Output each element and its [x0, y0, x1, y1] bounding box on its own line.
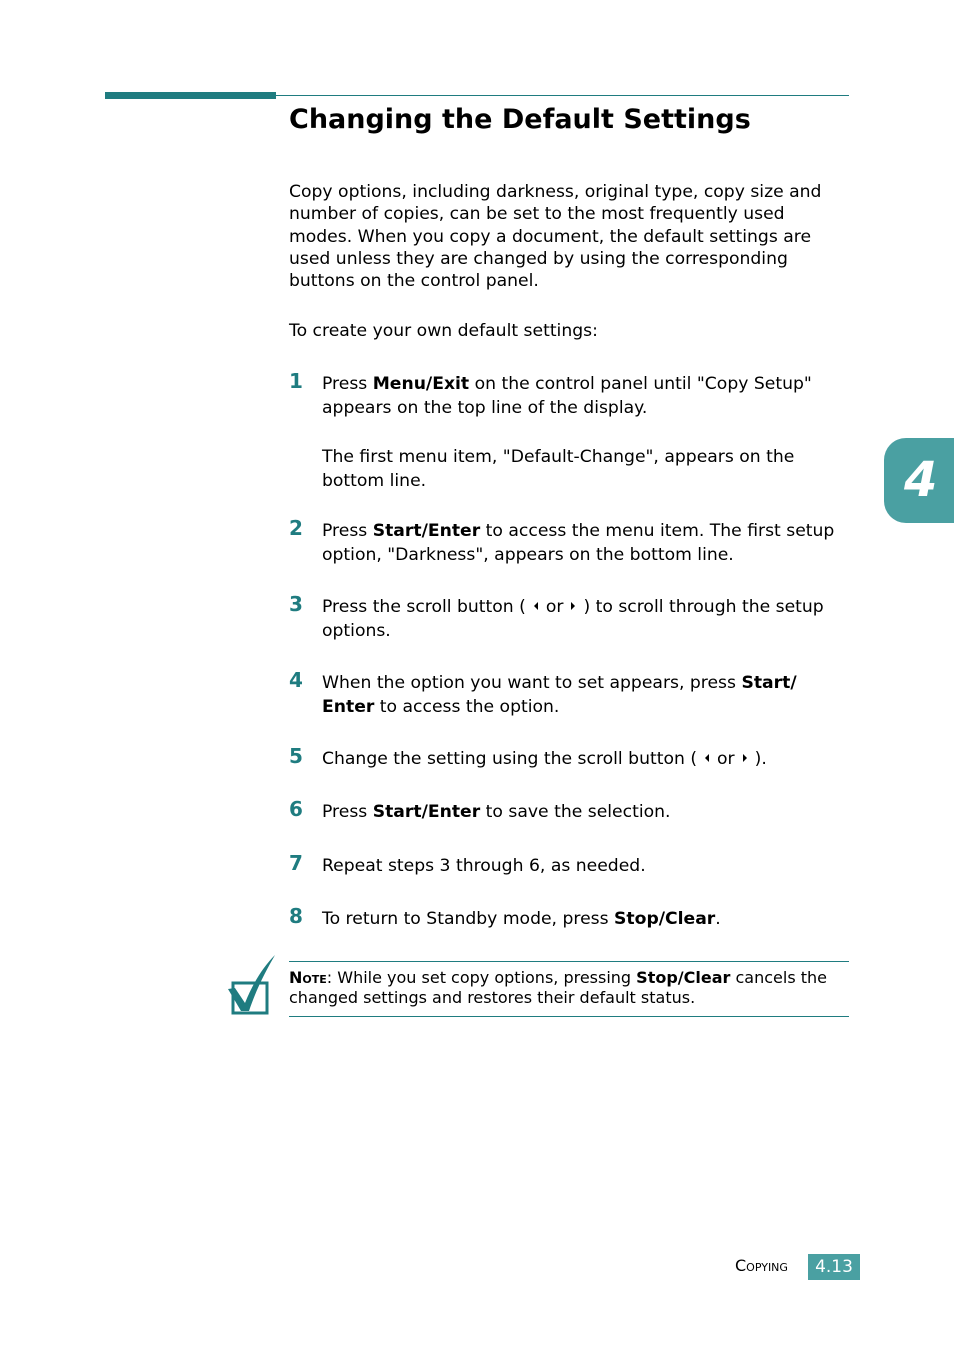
step-number: 3: [289, 592, 303, 616]
step-8: 8 To return to Standby mode, press Stop/Clear.: [289, 904, 721, 929]
step-4: 4 When the option you want to set appears, press Start/ Enter to access the option.: [289, 668, 797, 717]
note-rule-bottom: [289, 1016, 849, 1017]
stop-clear-label: Stop/Clear: [636, 968, 731, 987]
step-5: 5 Change the setting using the scroll button ( or ).: [289, 744, 767, 769]
scroll-right-icon: [743, 754, 747, 762]
step-number: 7: [289, 851, 303, 875]
step-number: 1: [289, 369, 303, 393]
page-title: Changing the Default Settings: [289, 104, 751, 135]
step-number: 5: [289, 744, 303, 768]
step-number: 2: [289, 516, 303, 540]
scroll-left-icon: [705, 754, 709, 762]
step-3: 3 Press the scroll button ( or ) to scroll through the setup options.: [289, 592, 824, 641]
menu-exit-label: Menu/Exit: [372, 374, 470, 394]
header-rule-thick: [105, 92, 276, 99]
start-enter-label: Start/Enter: [372, 802, 481, 822]
step-1: 1 Press Menu/Exit on the control panel until "Copy Setup" appears on the top line of the display. The first menu item, "Default-Change", appears on the bottom line.: [289, 373, 854, 493]
step-6: 6 Press Start/Enter to save the selection.: [289, 797, 671, 822]
start-enter-label: Start/Enter: [372, 521, 481, 541]
stop-clear-label: Stop/Clear: [614, 909, 716, 929]
step-number: 4: [289, 668, 303, 692]
header-rule-thin: [276, 95, 849, 96]
intro-paragraph: Copy options, including darkness, original type, copy size and number of copies, can be set to the most frequently used modes. When you copy a document, the default settings are used unless they are changed by using the corresponding buttons on the control panel.: [289, 182, 822, 292]
step-1-note: The first menu item, "Default-Change", appears on the bottom line.: [322, 447, 795, 491]
footer-page-number: 4.13: [808, 1254, 860, 1280]
step-number: 6: [289, 797, 303, 821]
note-rule-top: [289, 961, 849, 962]
footer-section: Copying: [735, 1256, 788, 1275]
start-enter-label: Start/ Enter: [322, 673, 797, 717]
step-7: 7 Repeat steps 3 through 6, as needed.: [289, 851, 646, 876]
scroll-right-icon: [571, 602, 575, 610]
chapter-tab: [884, 438, 954, 523]
checkmark-note-icon: [225, 953, 277, 1017]
step-2: 2 Press Start/Enter to access the menu item. The first setup option, "Darkness", appears on the bottom line.: [289, 516, 835, 565]
note-label: Note: [289, 968, 327, 987]
lead-paragraph: To create your own default settings:: [289, 321, 598, 341]
scroll-left-icon: [534, 602, 538, 610]
note-text: Note: While you set copy options, pressing Stop/Clear cancels the changed settings and restores their default status.: [289, 968, 827, 1007]
step-number: 8: [289, 904, 303, 928]
chapter-number: 4: [904, 452, 938, 508]
